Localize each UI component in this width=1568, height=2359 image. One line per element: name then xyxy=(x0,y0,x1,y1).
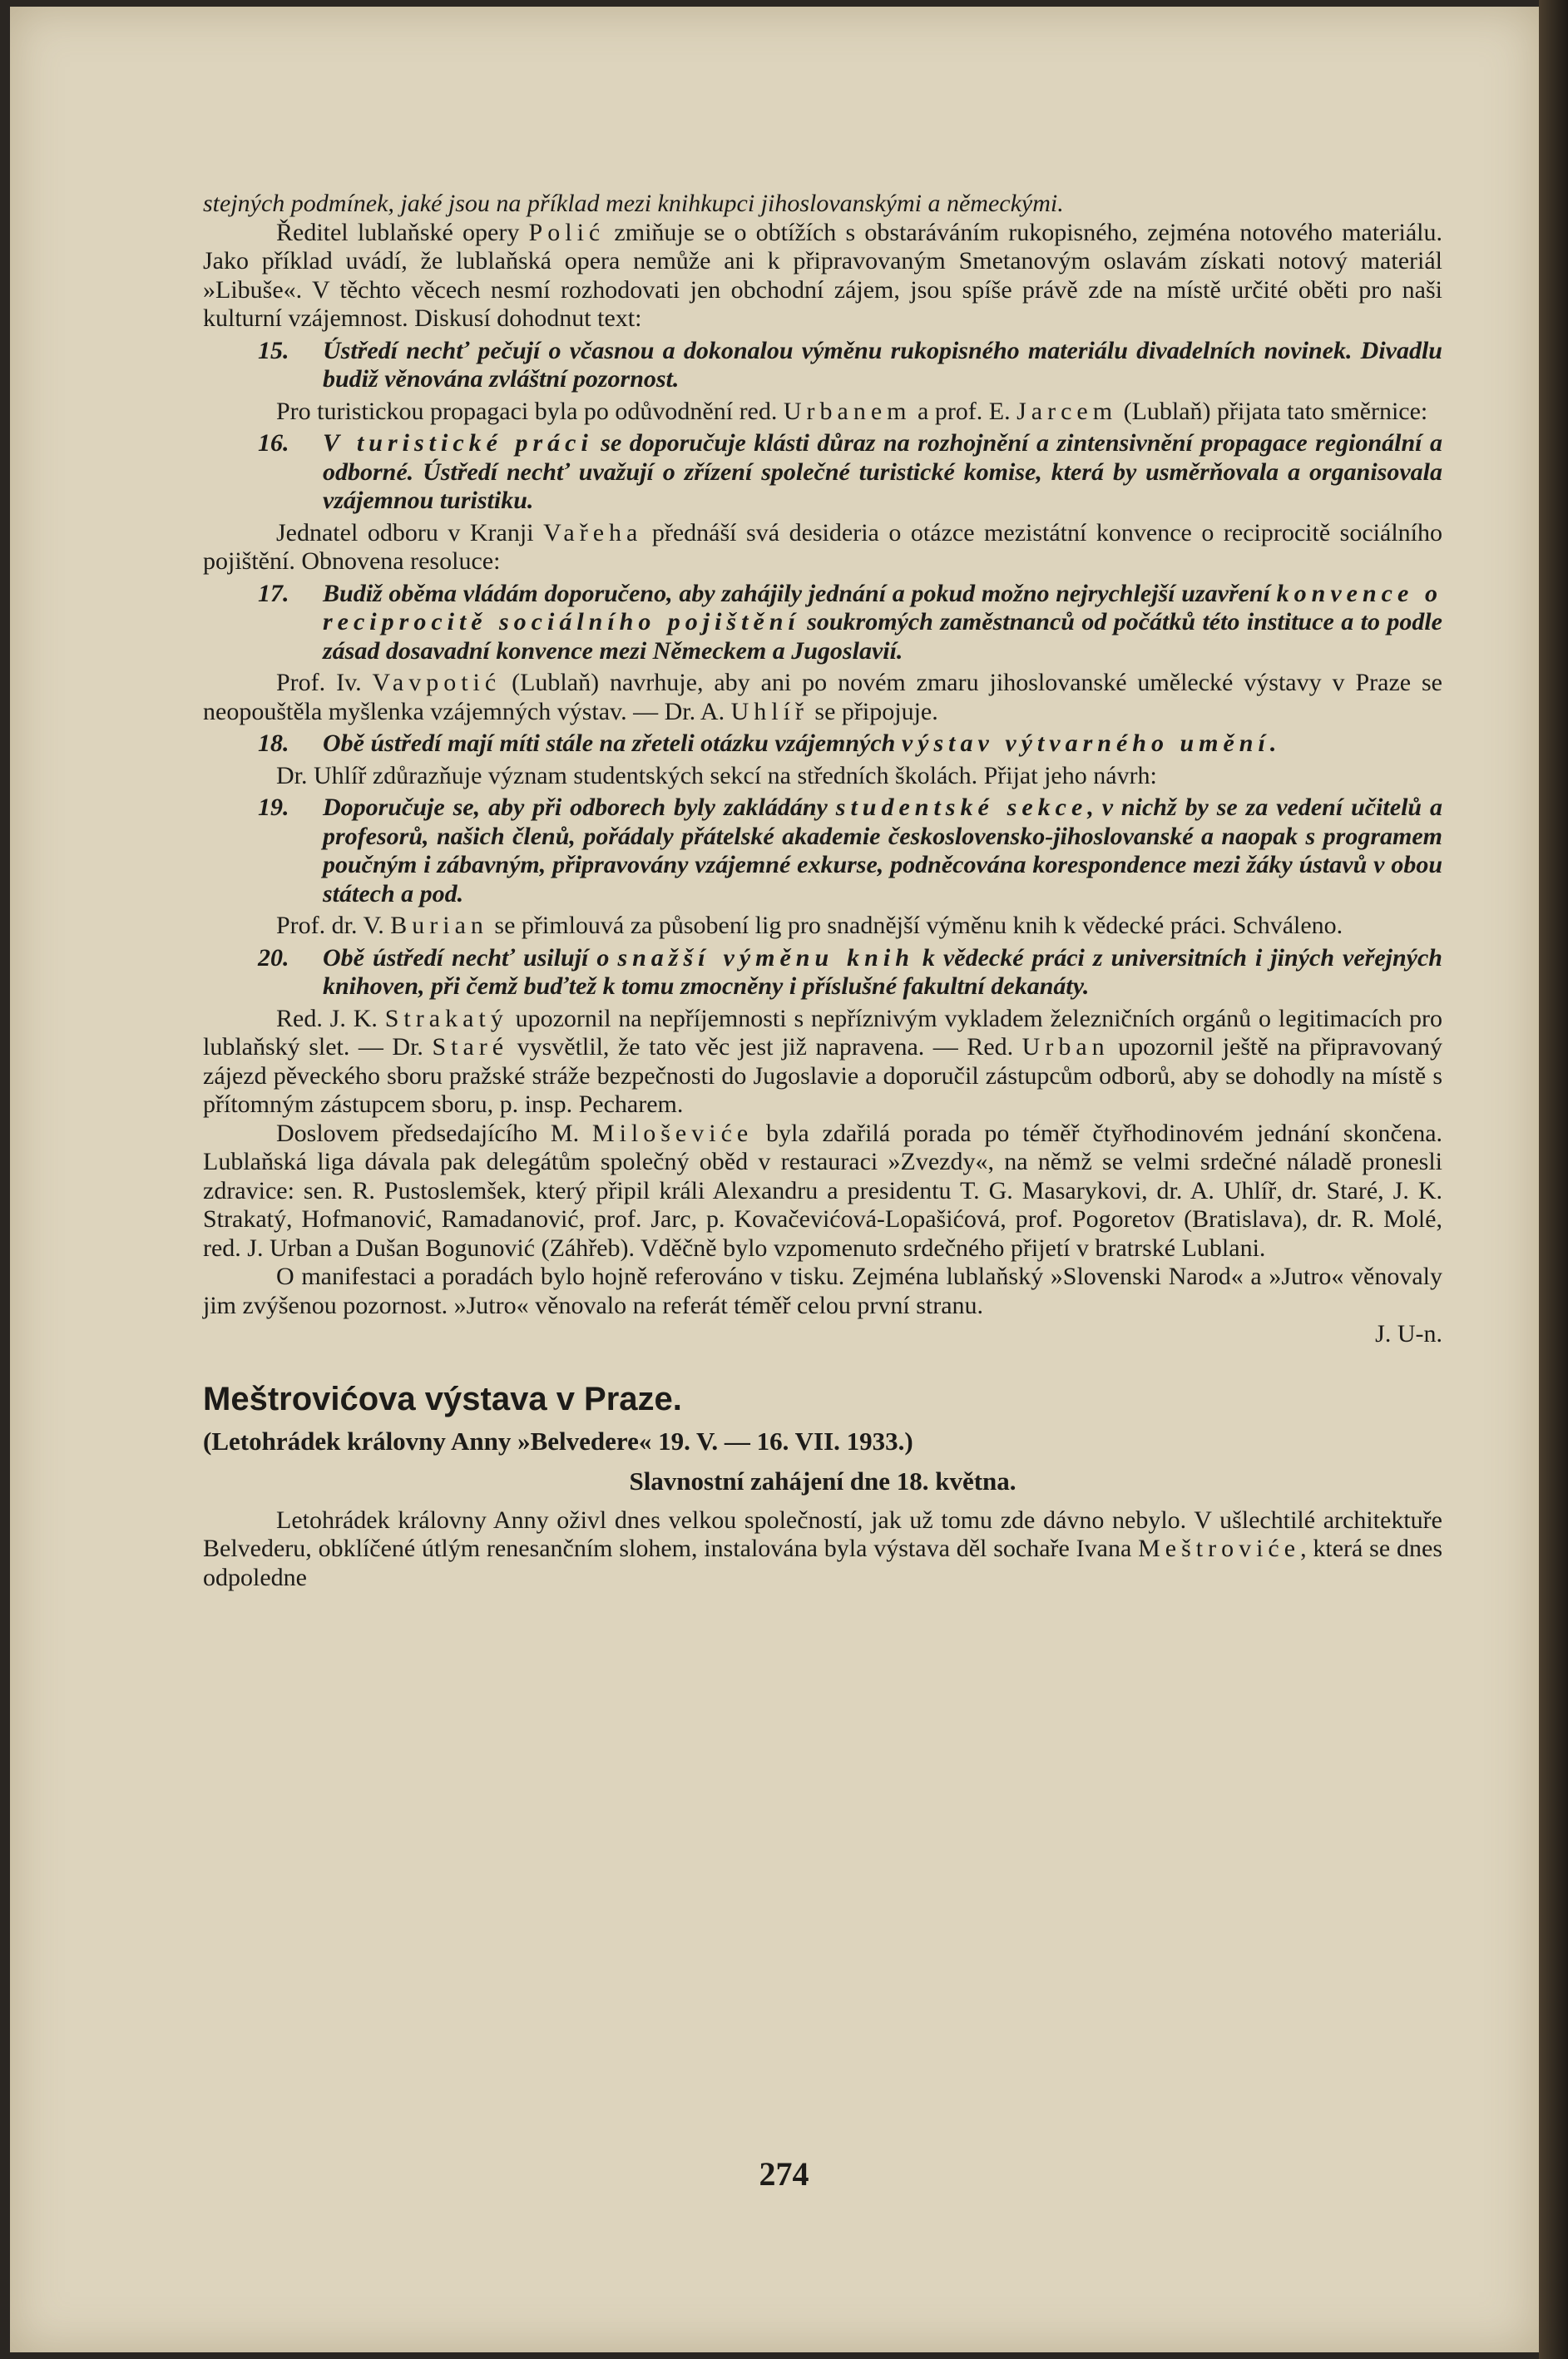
resolution-18 xyxy=(203,729,1442,759)
resolution-number: 18. xyxy=(258,729,289,757)
paragraph-opera: Ředitel lublaňské opery Polić zmiňuje se o obtížích s obstaráváním rukopisného, zejména notového materiálu. Jako příklad uvádí, že lublaňská opera nemůže ani k připravovaným Smetanovým oslavám získati notový materiál »Libuše«. V těchto věcech nesmí rozhodovati jen obchodní zájem, jsou spíše právě zde na místě určité oběti pro naši kulturní vzájemnost. Diskusí dohodnut text: xyxy=(203,218,1442,332)
resolution-text: V turistické práci se doporučuje klásti důraz na rozhojnění a zintensivnění propagace regionální a odborné. Ústředí nechť uvažují o zřízení společné turistické komise, která by usměrňovala a organisovala vzájemnou turistiku. xyxy=(323,429,1442,514)
paragraph-railway: Red. J. K. Strakatý upozornil na nepříjemnosti s nepříznivým vykladem železničních orgánů o legitimacích pro lublaňský slet. — Dr. Staré vysvětlil, že tato věc jest již napravena. — Red. Urban upozornil ještě na připravovaný zájezd pěveckého sboru pražské stráže bezpečnosti do Jugoslavie a doporučil zástupcům odborů, aby se dohodly na místě s přítomným zástupcem sboru, p. insp. Pecharem. xyxy=(203,1004,1442,1118)
paragraph-continuation: stejných podmínek, jaké jsou na příklad mezi knihkupci jihoslovanskými a německými. xyxy=(203,190,1064,217)
resolution-17 xyxy=(203,580,1442,666)
resolution-20 xyxy=(203,944,1442,1001)
paragraph-closing: Doslovem předsedajícího M. Miloševiće byla zdařilá porada po téměř čtyřhodinovém jednání skončena. Lublaňská liga dávala pak delegátům společný oběd v restauraci »Zvezdy«, na němž se velmi srdečné náladě pronesli zdravice: sen. R. Pustoslemšek, který připil králi Alexandru a presidentu T. G. Masarykovi, dr. A. Uhlíř, dr. Staré, J. K. Strakatý, Hofmanović, Ramadanović, prof. Jarc, p. Kovačevićová-Lopašićová, prof. Pogoretov (Bratislava), dr. R. Molé, red. J. Urban a Dušan Bogunović (Záhřeb). Vděčně bylo vzpomenuto srdečného přijetí v bratrské Lublani. xyxy=(203,1119,1443,1262)
resolution-number: 15. xyxy=(258,336,289,364)
paragraph-press: O manifestaci a poradách bylo hojně referováno v tisku. Zejména lublaňský »Slovenski Narod« a »Jutro« věnovaly jim zvýšenou pozornost. »Jutro« věnovalo na referát téměř celou první stranu. xyxy=(203,1263,1442,1319)
resolution-number: 16. xyxy=(258,429,289,457)
resolution-number: 17. xyxy=(258,579,289,607)
article-heading: Meštrovićova výstava v Praze. xyxy=(203,1380,682,1417)
resolution-19 xyxy=(203,794,1442,908)
paragraph-kranj: Jednatel odboru v Kranji Vařeha přednáší svá desideria o otázce mezistátní konvence o reciprocitě sociálního pojištění. Obnovena resoluce: xyxy=(203,518,1442,575)
paragraph-exhibitions: Prof. Iv. Vavpotić (Lublaň) navrhuje, aby ani po novém zmaru jihoslovanské umělecké výstavy v Praze se neopouštěla myšlenka vzájemných výstav. — Dr. A. Uhlíř se připojuje. xyxy=(203,669,1442,725)
resolution-15 xyxy=(203,337,1442,394)
article-subheading: (Letohrádek královny Anny »Belvedere« 19. V. — 16. VII. 1933.) xyxy=(203,1426,913,1456)
resolution-text: Obě ústředí nechť usilují o snažší výměnu knih k vědecké práci z universitních i jiných veřejných knihoven, při čemž buďtež k tomu zmocněny i příslušné fakultní dekanáty. xyxy=(323,943,1442,1000)
resolution-text: Obě ústředí mají míti stále na zřeteli otázku vzájemných výstav výtvarného umění. xyxy=(323,729,1277,757)
resolution-text: Ústředí nechť pečují o včasnou a dokonalou výměnu rukopisného materiálu divadelních novinek. Divadlu budiž věnována zvláštní pozornost. xyxy=(323,336,1442,393)
signature: J. U-n. xyxy=(1375,1320,1442,1348)
resolution-text: Budiž oběma vládám doporučeno, aby zahájily jednání a pokud možno nejrychlejší uzavření konvence o reciprocitě sociálního pojištění soukromých zaměstnanců od počátků této instituce a to podle zásad dosavadní konvence mezi Německem a Jugoslavií. xyxy=(323,579,1443,665)
page-number: 274 xyxy=(759,2155,809,2193)
paragraph-tourism: Pro turistickou propagaci byla po odůvodnění red. Urbanem a prof. E. Jarcem (Lublaň) přijata tato směrnice: xyxy=(276,397,1428,425)
paragraph-belvedere: Letohrádek královny Anny oživl dnes velkou společností, jak už tomu zde dávno nebylo. V ušlechtilé architektuře Belvederu, obklíčené útlým renesančním slohem, instalována byla výstava děl sochaře Ivana Meštroviće, která se dnes odpoledne xyxy=(203,1506,1442,1591)
resolution-16 xyxy=(203,429,1442,516)
paragraph-students: Dr. Uhlíř zdůrazňuje význam studentských sekcí na středních školách. Přijat jeho návrh: xyxy=(276,761,1157,789)
article-subtitle: Slavnostní zahájení dne 18. května. xyxy=(629,1466,1016,1496)
resolution-text: Doporučuje se, aby při odborech byly zakládány studentské sekce, v nichž by se za vedení učitelů a profesorů, našich členů, pořádaly přátelské akademie československo-jihoslovanské a naopak s programem poučným i zábavným, připravovány vzájemné exkurse, podněcována korespondence mezi žáky ústavů v obou státech a pod. xyxy=(323,794,1442,907)
book-spine-edge xyxy=(1539,0,1568,2359)
page-body xyxy=(203,190,1442,1592)
paragraph-books: Prof. dr. V. Burian se přimlouvá za působení lig pro snadnější výměnu knih k vědecké práci. Schváleno. xyxy=(276,912,1343,939)
resolution-number: 20. xyxy=(258,943,289,972)
resolution-number: 19. xyxy=(258,794,289,821)
